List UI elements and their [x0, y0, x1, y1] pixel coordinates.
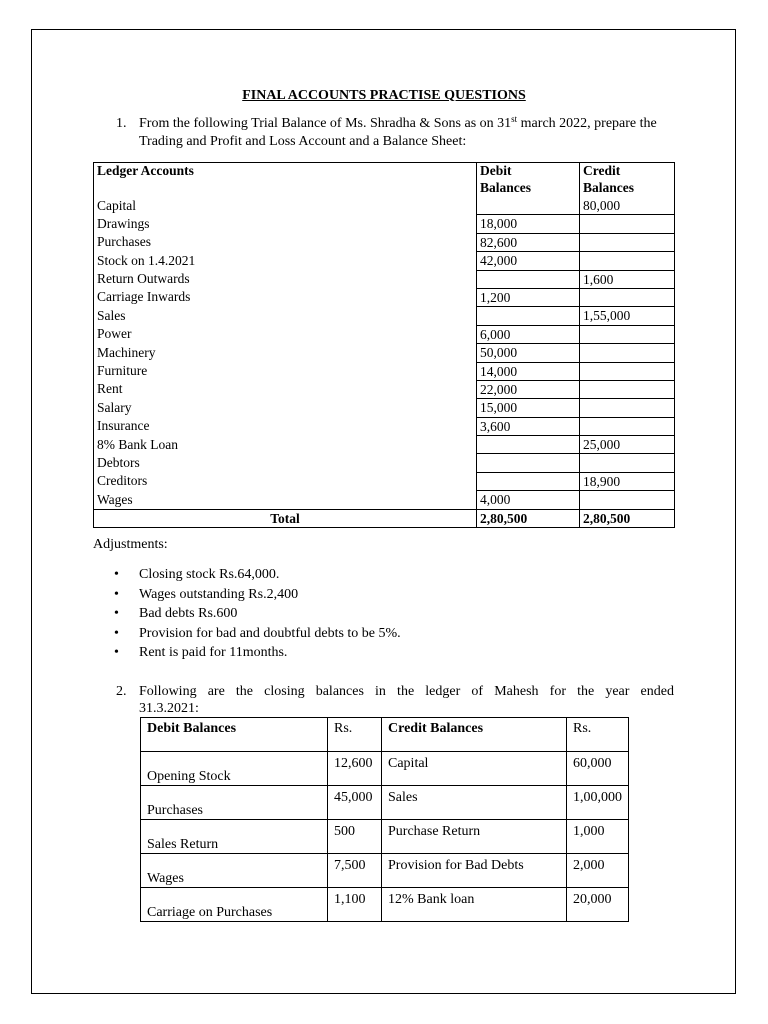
- ledger-account-cell: Machinery: [94, 344, 477, 362]
- trial-balance-row: [94, 252, 675, 270]
- debit-balance-cell: [477, 454, 580, 472]
- header-credit-balances: Credit Balances: [382, 718, 567, 752]
- question-1-text-part1: From the following Trial Balance of Ms. Shradha & Sons as on 31: [139, 116, 512, 131]
- header-debit-balances: Debit Balances: [141, 718, 328, 752]
- debit-amount-cell: 45,000: [328, 786, 382, 820]
- question-2-text-line1: Following are the closing balances in the ledger of Mahesh for the year ended: [139, 684, 674, 699]
- total-label: Total: [94, 509, 477, 527]
- adjustment-text: Rent is paid for 11months.: [139, 645, 288, 660]
- header-credit-line2: Balances: [583, 179, 635, 195]
- adjustment-item: [114, 604, 401, 624]
- debit-amount-cell: 7,500: [328, 854, 382, 888]
- trial-balance-table: [93, 162, 675, 528]
- credit-balance-cell: [580, 417, 675, 435]
- trial-balance-row: [94, 344, 675, 362]
- adjustment-item: [114, 643, 401, 663]
- debit-balance-cell: 6,000: [477, 325, 580, 343]
- ledger-account-cell: Carriage Inwards: [94, 288, 477, 306]
- header-ledger-accounts: Ledger Accounts: [94, 163, 477, 198]
- trial-balance-row: [94, 197, 675, 215]
- trial-balance-row: [94, 380, 675, 398]
- credit-amount-cell: 1,00,000: [567, 786, 629, 820]
- debit-account-cell: Carriage on Purchases: [141, 888, 328, 922]
- debit-balance-cell: [477, 307, 580, 325]
- trial-balance-total-row: [94, 509, 675, 527]
- debit-balance-cell: [477, 270, 580, 288]
- ledger-account-cell: Power: [94, 325, 477, 343]
- closing-balances-row: [141, 786, 629, 820]
- credit-account-cell: Sales: [382, 786, 567, 820]
- adjustment-text: Bad debts Rs.600: [139, 606, 238, 621]
- closing-balances-header-row: [141, 718, 629, 752]
- bullet-icon: •: [114, 567, 119, 582]
- adjustments-list: [114, 565, 401, 663]
- trial-balance-row: [94, 270, 675, 288]
- credit-amount-cell: 1,000: [567, 820, 629, 854]
- trial-balance-row: [94, 399, 675, 417]
- credit-amount-cell: 60,000: [567, 752, 629, 786]
- debit-balance-cell: 82,600: [477, 233, 580, 251]
- credit-balance-cell: 18,900: [580, 472, 675, 490]
- adjustment-text: Provision for bad and doubtful debts to be 5%.: [139, 625, 401, 641]
- header-rs-debit: Rs.: [328, 718, 382, 752]
- credit-balance-cell: [580, 215, 675, 233]
- debit-balance-cell: 18,000: [477, 215, 580, 233]
- trial-balance-header-row: [94, 163, 675, 198]
- trial-balance-row: [94, 472, 675, 490]
- closing-balances-row: [141, 752, 629, 786]
- ledger-account-cell: Furniture: [94, 362, 477, 380]
- question-1-text: [139, 115, 679, 151]
- credit-amount-cell: 2,000: [567, 854, 629, 888]
- debit-account-cell: Wages: [141, 854, 328, 888]
- credit-amount-cell: 20,000: [567, 888, 629, 922]
- header-rs-credit: Rs.: [567, 718, 629, 752]
- bullet-icon: •: [114, 625, 119, 641]
- ledger-account-cell: Purchases: [94, 233, 477, 251]
- bullet-icon: •: [114, 606, 119, 621]
- credit-account-cell: Purchase Return: [382, 820, 567, 854]
- closing-balances-row: [141, 854, 629, 888]
- credit-balance-cell: [580, 454, 675, 472]
- question-2-number: 2.: [116, 684, 127, 699]
- debit-balance-cell: 42,000: [477, 252, 580, 270]
- credit-balance-cell: [580, 362, 675, 380]
- credit-account-cell: Provision for Bad Debts: [382, 854, 567, 888]
- debit-balance-cell: 4,000: [477, 491, 580, 509]
- trial-balance-row: [94, 325, 675, 343]
- ledger-account-cell: Wages: [94, 491, 477, 509]
- trial-balance-row: [94, 436, 675, 454]
- ledger-account-cell: Insurance: [94, 417, 477, 435]
- question-1-text-part2: march 2022, prepare the Trading and Profit and Loss Account and a Balance Sheet:: [139, 116, 657, 149]
- credit-balance-cell: [580, 380, 675, 398]
- trial-balance-row: [94, 454, 675, 472]
- bullet-icon: •: [114, 645, 119, 660]
- debit-account-cell: Purchases: [141, 786, 328, 820]
- trial-balance-row: [94, 362, 675, 380]
- credit-balance-cell: [580, 233, 675, 251]
- credit-balance-cell: [580, 288, 675, 306]
- debit-amount-cell: 12,600: [328, 752, 382, 786]
- ledger-account-cell: Capital: [94, 197, 477, 215]
- debit-balance-cell: 50,000: [477, 344, 580, 362]
- debit-amount-cell: 1,100: [328, 888, 382, 922]
- debit-account-cell: Sales Return: [141, 820, 328, 854]
- question-1-number: 1.: [116, 116, 127, 131]
- trial-balance-row: [94, 233, 675, 251]
- credit-balance-cell: [580, 399, 675, 417]
- credit-balance-cell: [580, 344, 675, 362]
- header-debit-line1: Debit: [480, 163, 512, 178]
- adjustment-item: [114, 565, 401, 585]
- debit-balance-cell: 3,600: [477, 417, 580, 435]
- adjustment-text: Closing stock Rs.64,000.: [139, 567, 280, 582]
- header-credit-line1: Credit: [583, 163, 621, 178]
- total-credit: 2,80,500: [580, 509, 675, 527]
- ledger-account-cell: Debtors: [94, 454, 477, 472]
- debit-account-cell: Opening Stock: [141, 752, 328, 786]
- debit-balance-cell: [477, 436, 580, 454]
- debit-amount-cell: 500: [328, 820, 382, 854]
- debit-balance-cell: [477, 472, 580, 490]
- closing-balances-table: [140, 717, 629, 922]
- bullet-icon: •: [114, 586, 119, 602]
- debit-balance-cell: [477, 197, 580, 215]
- credit-balance-cell: [580, 491, 675, 509]
- credit-balance-cell: 1,55,000: [580, 307, 675, 325]
- ledger-account-cell: Stock on 1.4.2021: [94, 252, 477, 270]
- closing-balances-row: [141, 820, 629, 854]
- ledger-account-cell: Salary: [94, 399, 477, 417]
- closing-balances-row: [141, 888, 629, 922]
- trial-balance-row: [94, 417, 675, 435]
- credit-balance-cell: 80,000: [580, 197, 675, 215]
- trial-balance-row: [94, 215, 675, 233]
- debit-balance-cell: 1,200: [477, 288, 580, 306]
- credit-balance-cell: 1,600: [580, 270, 675, 288]
- page-title: FINAL ACCOUNTS PRACTISE QUESTIONS: [242, 88, 526, 103]
- debit-balance-cell: 22,000: [477, 380, 580, 398]
- question-1-superscript: st: [511, 114, 518, 124]
- header-debit-line2: Balances: [480, 179, 532, 195]
- credit-account-cell: Capital: [382, 752, 567, 786]
- ledger-account-cell: Sales: [94, 307, 477, 325]
- ledger-account-cell: 8% Bank Loan: [94, 436, 477, 454]
- adjustment-item: [114, 624, 401, 644]
- header-debit-balances: [477, 163, 580, 198]
- trial-balance-row: [94, 307, 675, 325]
- credit-balance-cell: 25,000: [580, 436, 675, 454]
- header-credit-balances: [580, 163, 675, 198]
- credit-account-cell: 12% Bank loan: [382, 888, 567, 922]
- debit-balance-cell: 15,000: [477, 399, 580, 417]
- ledger-account-cell: Creditors: [94, 472, 477, 490]
- question-2-text-line2: 31.3.2021:: [139, 701, 199, 716]
- adjustments-heading: Adjustments:: [93, 537, 168, 552]
- ledger-account-cell: Rent: [94, 380, 477, 398]
- adjustment-text: Wages outstanding Rs.2,400: [139, 586, 299, 602]
- debit-balance-cell: 14,000: [477, 362, 580, 380]
- ledger-account-cell: Return Outwards: [94, 270, 477, 288]
- total-debit: 2,80,500: [477, 509, 580, 527]
- ledger-account-cell: Drawings: [94, 215, 477, 233]
- credit-balance-cell: [580, 325, 675, 343]
- credit-balance-cell: [580, 252, 675, 270]
- trial-balance-row: [94, 288, 675, 306]
- trial-balance-row: [94, 491, 675, 509]
- adjustment-item: [114, 585, 401, 605]
